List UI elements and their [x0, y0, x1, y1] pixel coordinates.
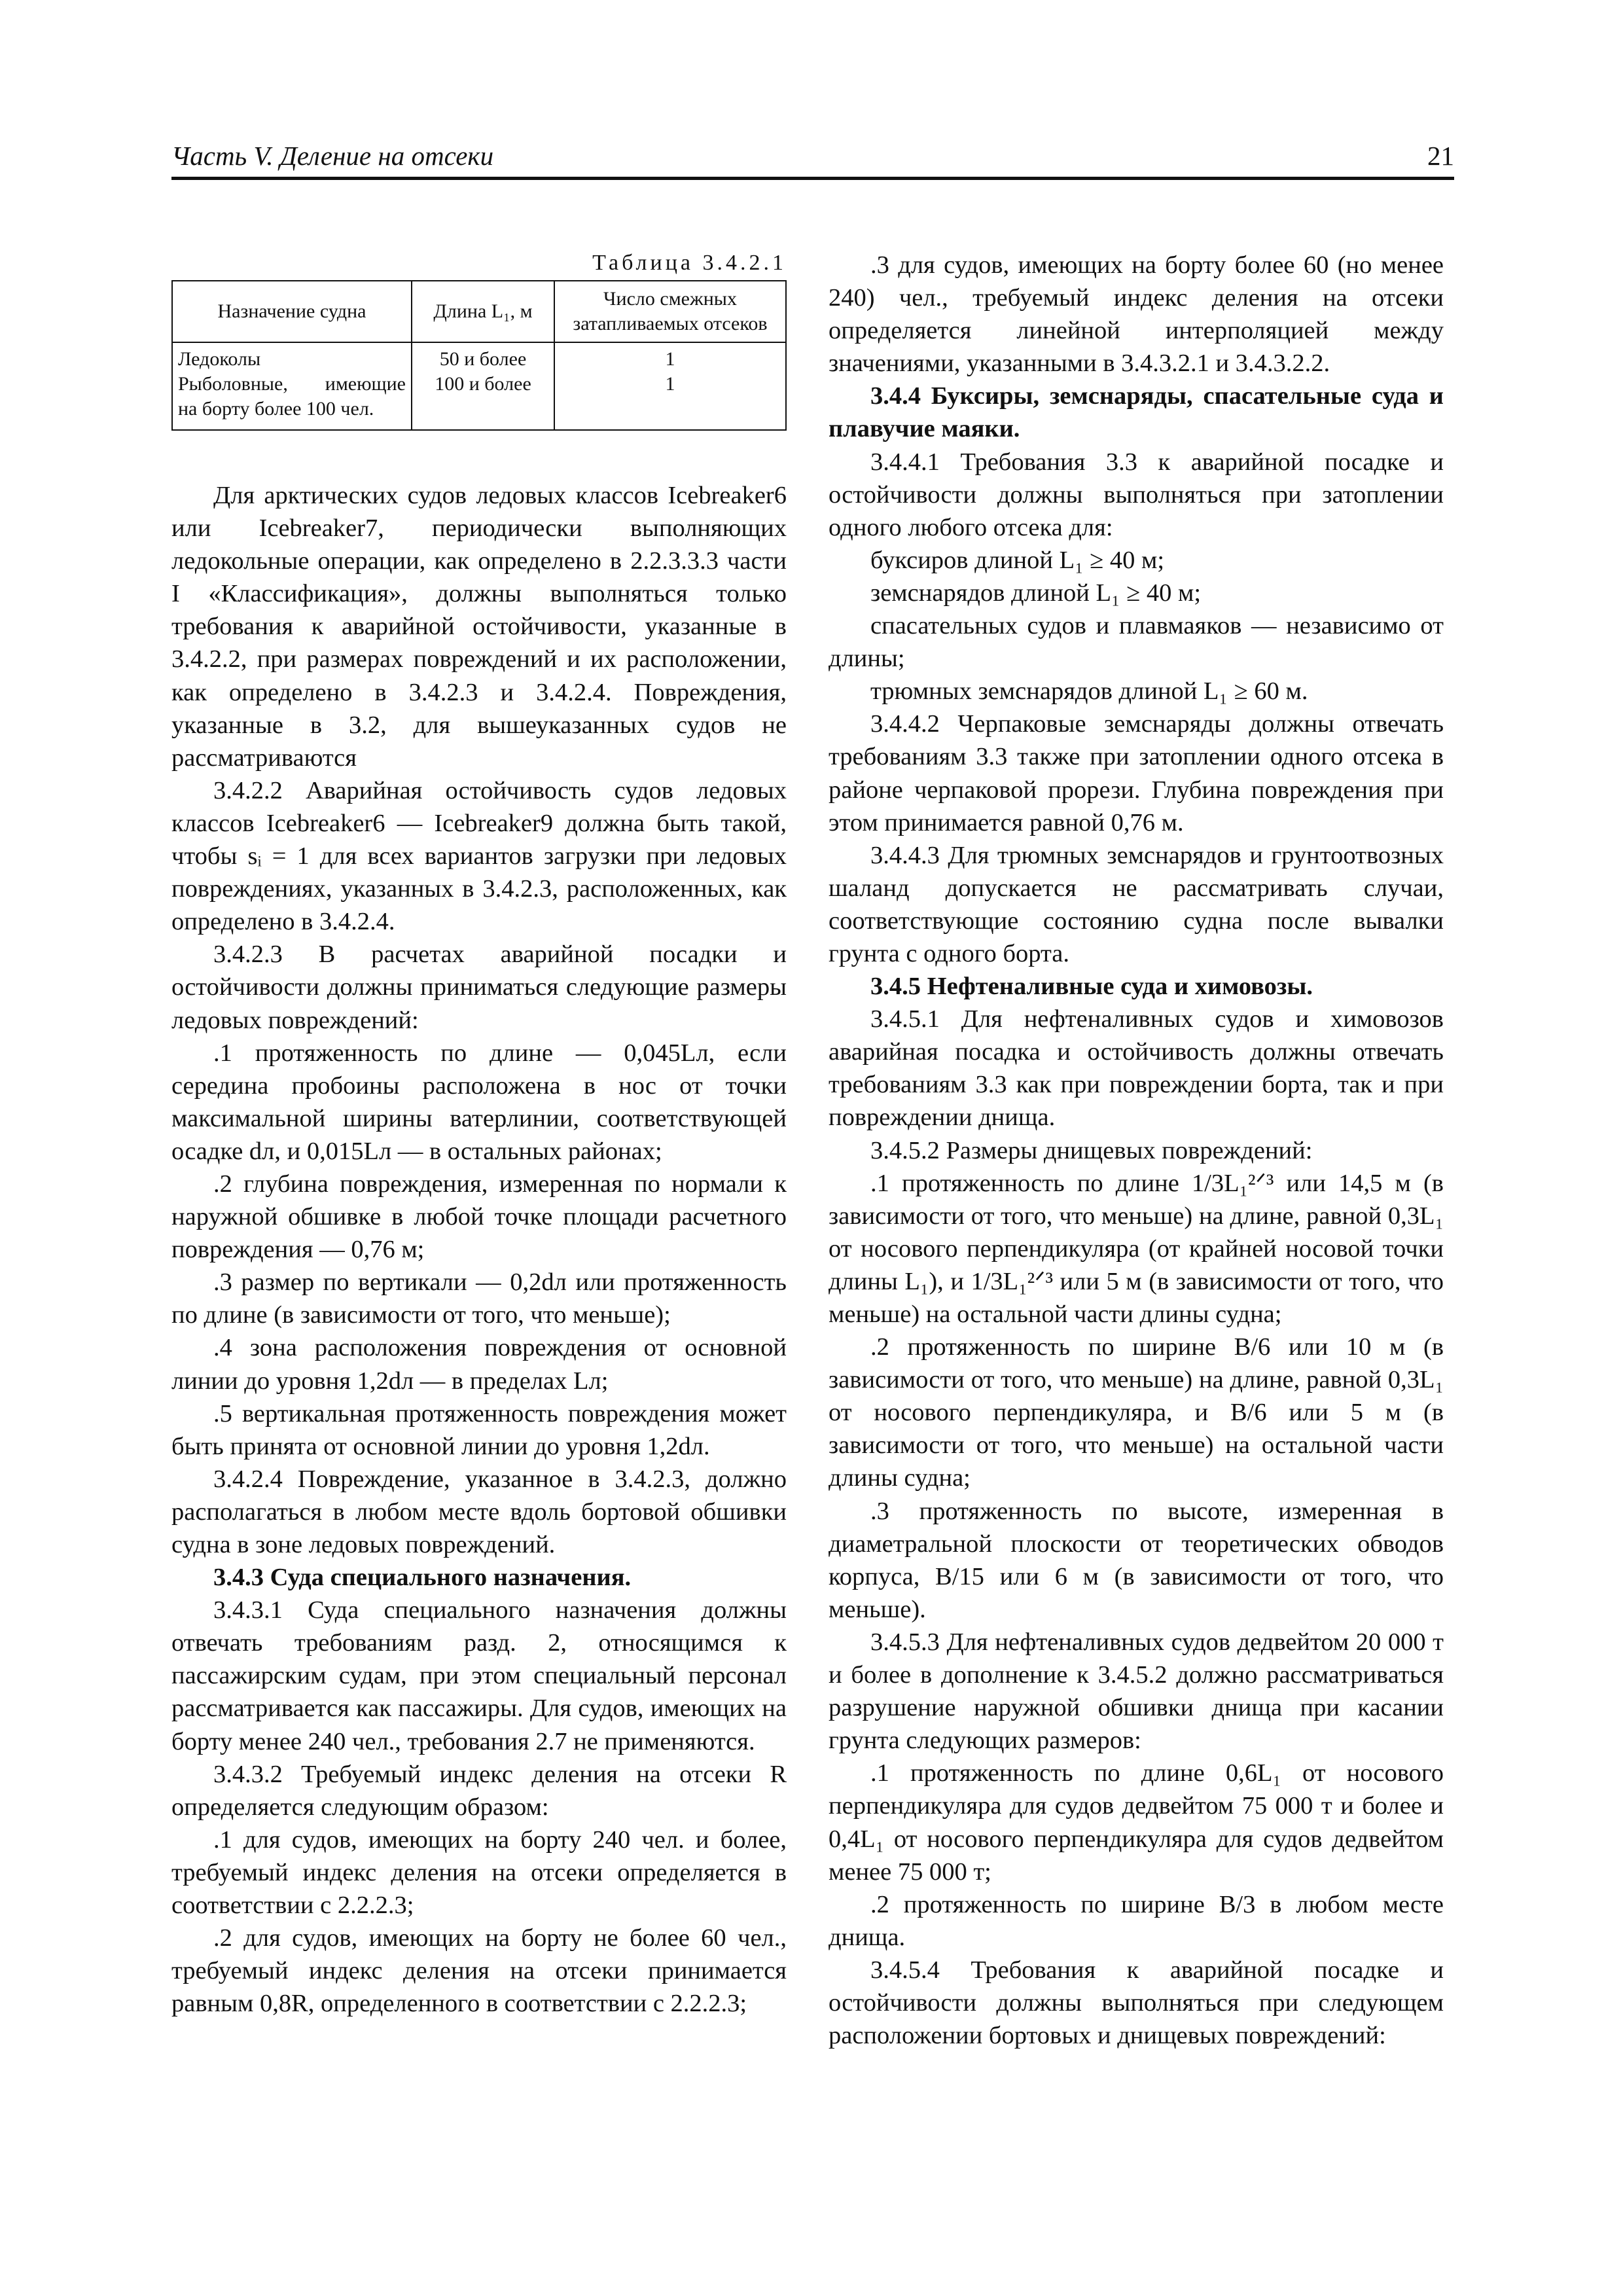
left-column — [171, 249, 787, 2020]
header-rule — [171, 177, 1454, 180]
list-item: .2 глубина повреждения, измеренная по нормали к наружной обшивке в любой точке площади расчетного повреждения — 0,76 м; — [171, 1170, 787, 1264]
list-item: .2 протяженность по ширине B/6 или 10 м (в зависимости от того, что меньше) на длине, равной 0,3L₁ от носового перпендикуляра, и B/6 или 5 м (в зависимости от того, что меньше) на остальной части длины судна; — [829, 1333, 1444, 1492]
section-heading: 3.4.4 Буксиры, земснаряды, спасательные суда и плавучие маяки. — [829, 382, 1444, 443]
list-item: .4 зона расположения повреждения от основной линии до уровня 1,2dл — в пределах Lл; — [171, 1334, 787, 1395]
running-title: Часть V. Деление на отсеки — [171, 141, 494, 171]
paragraph: 3.4.3.1 Суда специального назначения должны отвечать требованиям разд. 2, относящимся к пассажирским судам, при этом специальный персонал рассматривается как пассажиры. Для судов, имеющих на борту менее 240 чел., требования 2.7 не применяются. — [171, 1596, 787, 1755]
list-item: .2 для судов, имеющих на борту не более 60 чел., требуемый индекс деления на отсеки принимается равным 0,8R, определенного в соответствии с 2.2.2.3; — [171, 1924, 787, 2018]
table-3-4-2-1 — [171, 280, 787, 431]
table-caption: Таблица 3.4.2.1 — [592, 251, 787, 275]
table-header-cell: Длина L₁, м — [412, 281, 554, 342]
section-heading: 3.4.3 Суда специального назначения. — [213, 1564, 632, 1592]
table-cell-compartments — [554, 342, 786, 430]
table-cell-line: 1 — [665, 373, 675, 395]
list-item: трюмных земснарядов длиной L₁ ≥ 60 м. — [870, 677, 1308, 706]
paragraph: 3.4.4.1 Требования 3.3 к аварийной посадке и остойчивости должны выполняться при затоплении одного любого отсека для: — [829, 448, 1444, 541]
paragraph: 3.4.2.3 В расчетах аварийной посадки и остойчивости должны приниматься следующие размеры ледовых повреждений: — [171, 941, 787, 1034]
list-item: .1 протяженность по длине 0,6L₁ от носового перпендикуляра для судов дедвейтом 75 000 т и более и 0,4L₁ от носового перпендикуляра для судов дедвейтом менее 75 000 т; — [829, 1759, 1444, 1886]
table-header-cell: Число смежных затапливаемых отсеков — [554, 281, 786, 342]
table-cell-line: на борту более 100 чел. — [178, 398, 374, 420]
table-cell-line: Рыболовные, имеющие — [178, 373, 406, 395]
list-item: .1 протяженность по длине 1/3L₁²ᐟ³ или 14,5 м (в зависимости от того, что меньше) на длине, равной 0,3L₁ от носового перпендикуляра (от крайней носовой точки длины L₁), и 1/3L₁²ᐟ³ или 5 м (в зависимости от того, что меньше) на остальной части длины судна; — [829, 1169, 1444, 1328]
table-row — [172, 342, 786, 430]
table-cell-purpose — [172, 342, 412, 430]
table-cell-line: 50 и более — [439, 348, 527, 370]
page-number: 21 — [1427, 141, 1454, 171]
list-item: .1 протяженность по длине — 0,045Lл, если середина пробоины расположена в нос от точки максимальной ширины ватерлинии, соответствующей осадке dл, и 0,015Lл — в остальных районах; — [171, 1039, 787, 1165]
paragraph: 3.4.3.2 Требуемый индекс деления на отсеки R определяется следующим образом: — [171, 1760, 787, 1821]
paragraph: 3.4.5.2 Размеры днищевых повреждений: — [870, 1136, 1313, 1164]
list-item: .5 вертикальная протяженность повреждения может быть принята от основной линии до уровня 1,2dл. — [171, 1399, 787, 1460]
table-cell-line: 100 и более — [435, 373, 531, 395]
table-cell-line: Ледоколы — [178, 348, 261, 370]
list-item: буксиров длиной L₁ ≥ 40 м; — [870, 546, 1165, 574]
list-item: .3 размер по вертикали — 0,2dл или протяженность по длине (в зависимости от того, что меньше); — [171, 1268, 787, 1329]
list-item: .1 для судов, имеющих на борту 240 чел. и более, требуемый индекс деления на отсеки определяется в соответствии с 2.2.2.3; — [171, 1825, 787, 1920]
list-item: .3 протяженность по высоте, измеренная в диаметральной плоскости от теоретических обводов корпуса, B/15 или 6 м (в зависимости от того, что меньше). — [829, 1497, 1444, 1623]
right-column — [829, 249, 1444, 2052]
paragraph: 3.4.5.4 Требования к аварийной посадке и остойчивости должны выполняться при следующем расположении бортовых и днищевых повреждений: — [829, 1956, 1444, 2050]
list-item: земснарядов длиной L₁ ≥ 40 м; — [870, 579, 1202, 607]
page-header — [171, 136, 1454, 178]
paragraph: 3.4.2.2 Аварийная остойчивость судов ледовых классов Icebreaker6 — Icebreaker9 должна быть такой, чтобы sᵢ = 1 для всех вариантов загрузки при ледовых повреждениях, указанных в 3.4.2.3, расположенных, как определено в 3.4.2.4. — [171, 776, 787, 936]
list-item: спасательных судов и плавмаяков — независимо от длины; — [829, 612, 1444, 673]
list-item: .2 протяженность по ширине B/3 в любом месте днища. — [829, 1890, 1444, 1951]
paragraph: Для арктических судов ледовых классов Icebreaker6 или Icebreaker7, периодически выполняющих ледокольные операции, как определено в 2.2.3.3.3 части I «Классификация», должны выполняться только требования к аварийной остойчивости, указанные в 3.4.2.2, при размерах повреждений и их расположении, как определено в 3.4.2.3 и 3.4.2.4. Повреждения, указанные в 3.2, для вышеуказанных судов не рассматриваются — [171, 482, 787, 772]
table-cell-length — [412, 342, 554, 430]
paragraph: 3.4.4.3 Для трюмных земснарядов и грунтоотвозных шаланд допускается не рассматривать случаи, соответствующие состоянию судна после вывалки грунта с одного борта. — [829, 841, 1444, 967]
list-item: .3 для судов, имеющих на борту более 60 (но менее 240) чел., требуемый индекс деления на отсеки определяется линейной интерполяцией между значениями, указанными в 3.4.3.2.1 и 3.4.3.2.2. — [829, 251, 1444, 378]
table-header-row — [172, 281, 786, 342]
paragraph: 3.4.2.4 Повреждение, указанное в 3.4.2.3, должно располагаться в любом месте вдоль бортовой обшивки судна в зоне ледовых повреждений. — [171, 1465, 787, 1558]
paragraph: 3.4.5.1 Для нефтеналивных судов и химовозов аварийная посадка и остойчивость должны отвечать требованиям 3.3 как при повреждении борта, так и при повреждении днища. — [829, 1005, 1444, 1132]
table-cell-line: 1 — [665, 348, 675, 370]
paragraph: 3.4.5.3 Для нефтеналивных судов дедвейтом 20 000 т и более в дополнение к 3.4.5.2 должно рассматриваться разрушение наружной обшивки днища при касании грунта следующих размеров: — [829, 1628, 1444, 1755]
section-heading: 3.4.5 Нефтеналивные суда и химовозы. — [870, 973, 1313, 1001]
paragraph: 3.4.4.2 Черпаковые земснаряды должны отвечать требованиям 3.3 также при затоплении одного отсека в районе черпаковой прорези. Глубина повреждения при этом принимается равной 0,76 м. — [829, 710, 1444, 836]
table-header-cell: Назначение судна — [172, 281, 412, 342]
